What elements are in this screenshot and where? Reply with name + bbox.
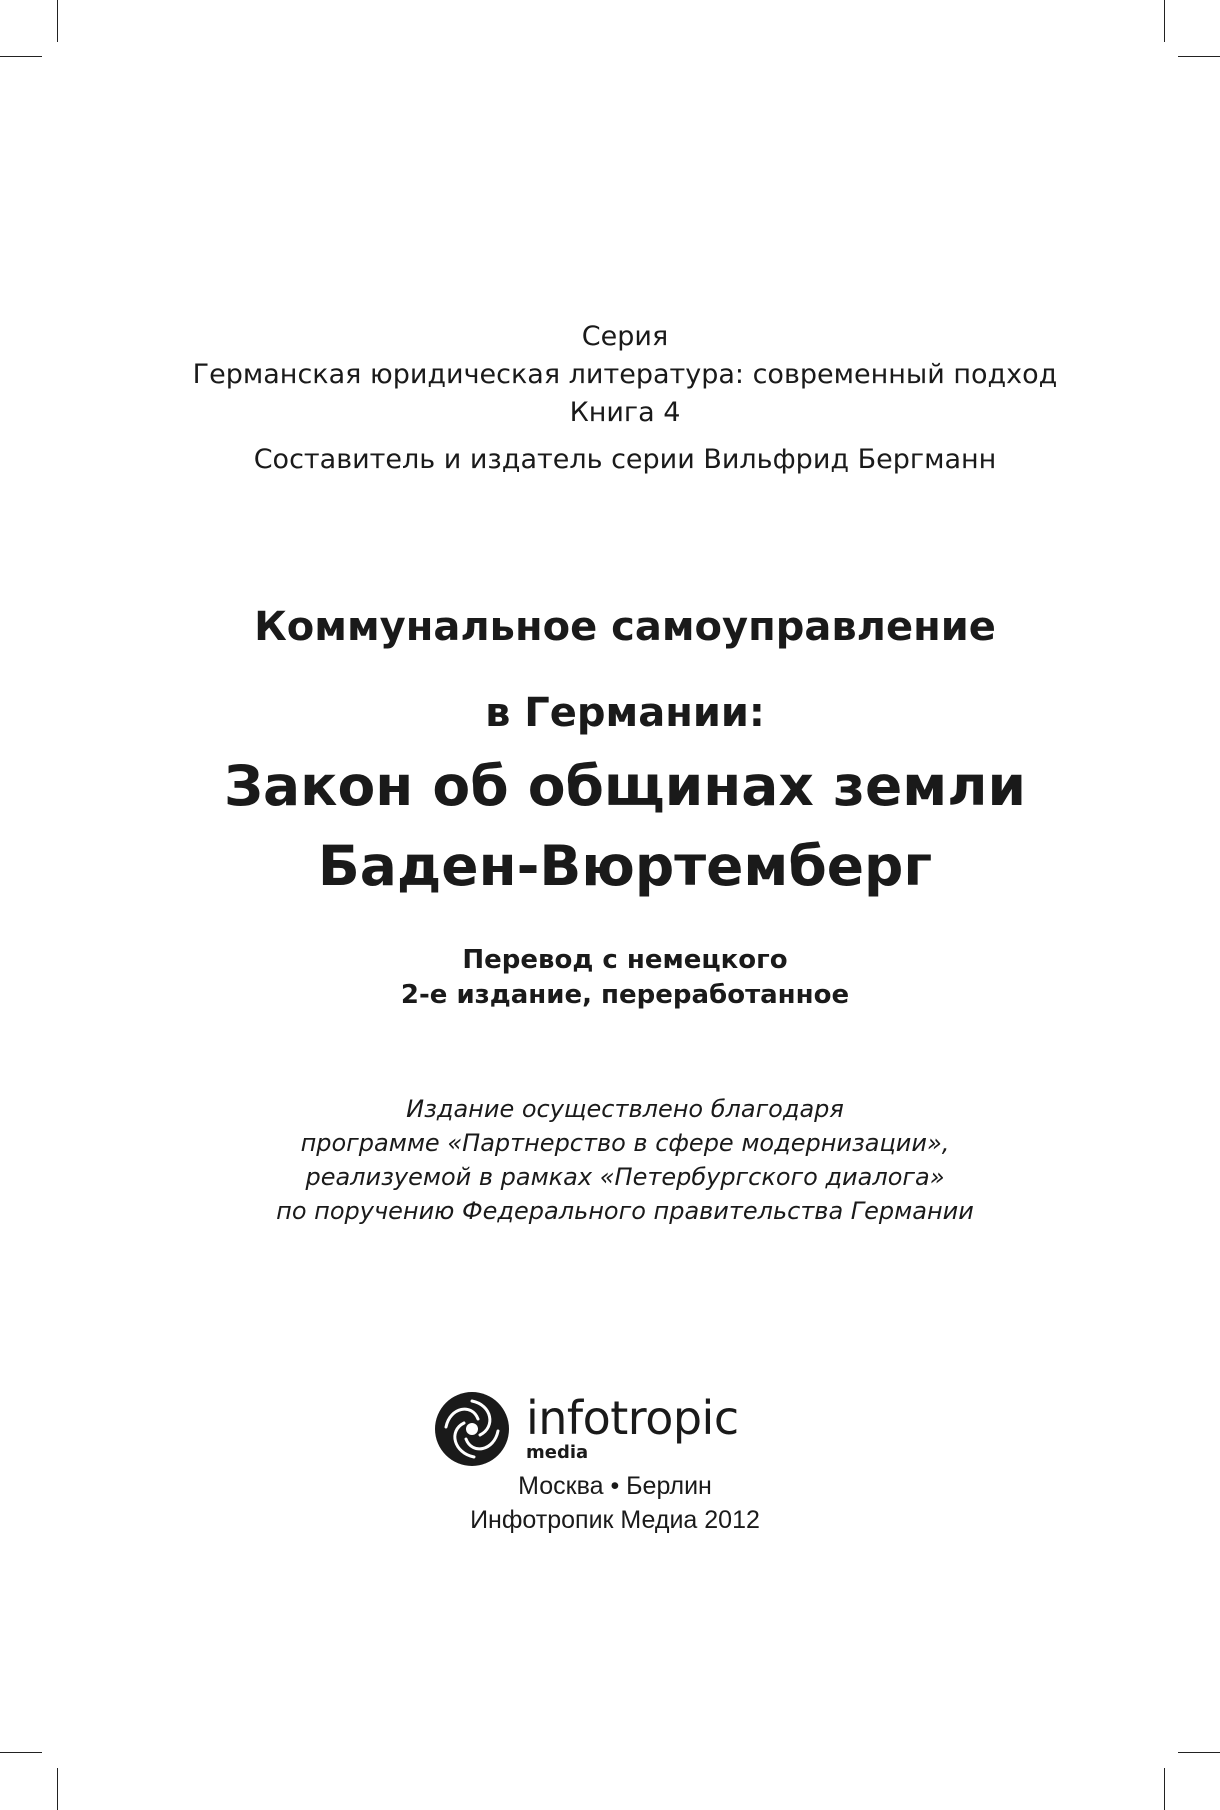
- crop-mark: [1164, 0, 1165, 42]
- subtitle-block: [0, 943, 1220, 1013]
- series-label: Серия: [581, 321, 669, 352]
- crop-mark: [1178, 56, 1220, 57]
- translation-note: Перевод с немецкого: [462, 945, 788, 975]
- publisher-imprint: Инфотропик Медиа 2012: [470, 1506, 760, 1534]
- series-compiler: Составитель и издатель серии Вильфрид Бергманн: [253, 444, 997, 475]
- crop-mark: [1164, 1768, 1165, 1810]
- series-name: Германская юридическая литература: современный подход: [192, 359, 1058, 390]
- sponsorship-note: [0, 1092, 1220, 1228]
- publisher-logo: [434, 1391, 739, 1471]
- note-line-1: Издание осуществлено благодаря: [406, 1095, 844, 1123]
- note-line-4: по поручению Федерального правительства Германии: [276, 1197, 974, 1225]
- edition-note: 2-е издание, переработанное: [400, 980, 850, 1010]
- crop-mark: [57, 1768, 58, 1810]
- series-block: [0, 318, 1220, 432]
- crop-mark: [1178, 1752, 1220, 1753]
- note-line-3: реализуемой в рамках «Петербургского диалога»: [305, 1163, 945, 1191]
- crop-mark: [57, 0, 58, 42]
- crop-mark: [0, 1752, 42, 1753]
- crop-mark: [0, 56, 42, 57]
- series-book: Книга 4: [569, 397, 681, 428]
- logo-media-label: media: [526, 1442, 589, 1463]
- logo-wordmark: infotropic: [526, 1391, 739, 1445]
- note-line-2: программе «Партнерство в сфере модернизации»,: [300, 1129, 950, 1157]
- publisher-cities: Москва • Берлин: [518, 1472, 712, 1500]
- title-line-1: Коммунальное самоуправление: [254, 604, 996, 650]
- infotropic-swirl-logo-icon: [434, 1391, 510, 1467]
- title-line-3: Закон об общинах земли: [223, 754, 1027, 818]
- title-line-2: в Германии:: [485, 690, 765, 736]
- title-line-4: Баден-Вюртемберг: [317, 834, 933, 898]
